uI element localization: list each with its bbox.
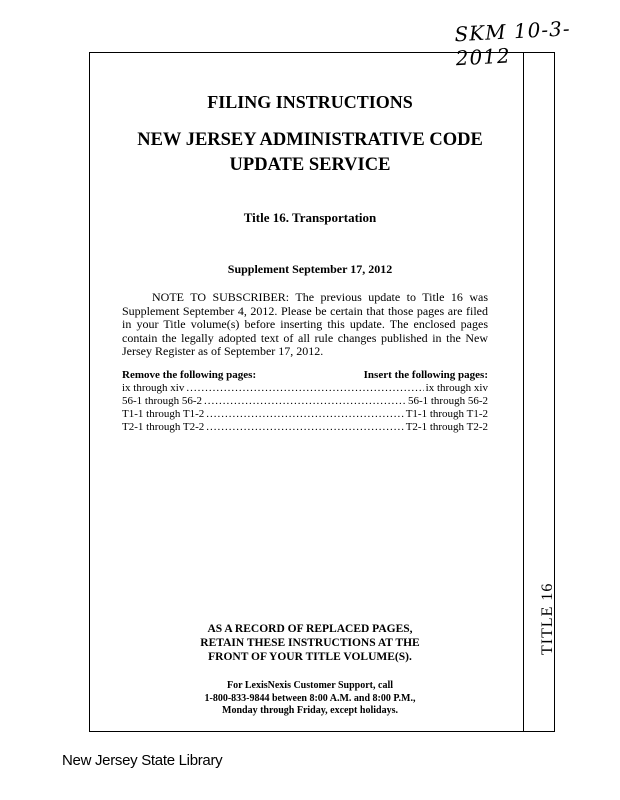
dot-leader — [206, 408, 403, 421]
code-title-line1: NEW JERSEY ADMINISTRATIVE CODE — [137, 130, 483, 150]
remove-pages: T1-1 through T1-2 — [122, 408, 205, 420]
customer-support-info — [110, 680, 510, 718]
table-header — [122, 369, 488, 382]
code-title — [100, 128, 520, 178]
support-line3: Monday through Friday, except holidays. — [222, 705, 398, 716]
table-row — [122, 382, 488, 395]
subscriber-note: NOTE TO SUBSCRIBER: The previous update to Title 16 was Supplement September 4, 2012. Please be certain that those pages are filed in your Title volume(s) before inserting this update. The enclosed pages contain the legally adopted text of all rule changes published in the New Jersey Register as of September 17, 2012. — [122, 290, 488, 358]
record-line3: FRONT OF YOUR TITLE VOLUME(S). — [208, 651, 412, 663]
code-title-line2: UPDATE SERVICE — [229, 155, 391, 175]
insert-header: Insert the following pages: — [363, 369, 488, 381]
remove-pages: 56-1 through 56-2 — [122, 395, 203, 407]
library-stamp: New Jersey State Library — [62, 752, 223, 769]
record-line1: AS A RECORD OF REPLACED PAGES, — [207, 623, 413, 635]
record-instructions — [110, 622, 510, 664]
insert-pages: T1-1 through T1-2 — [405, 408, 488, 420]
record-line2: RETAIN THESE INSTRUCTIONS AT THE — [200, 637, 420, 649]
support-line2: 1-800-833-9844 between 8:00 A.M. and 8:00 P.M., — [204, 692, 416, 704]
table-row — [122, 395, 488, 408]
dot-leader — [204, 395, 406, 408]
remove-pages: T2-1 through T2-2 — [122, 421, 205, 433]
page-heading: FILING INSTRUCTIONS — [207, 92, 413, 112]
dot-leader — [186, 382, 423, 395]
support-line1: For LexisNexis Customer Support, call — [226, 680, 393, 691]
handwritten-note: SKM 10-3-2012 — [453, 16, 572, 71]
table-row — [122, 408, 488, 421]
title-subject: Title 16. Transportation — [243, 210, 377, 225]
table-row — [122, 421, 488, 434]
supplement-date: Supplement September 17, 2012 — [227, 262, 393, 276]
remove-header: Remove the following pages: — [122, 369, 257, 381]
page-replacement-table — [122, 369, 488, 434]
insert-pages: ix through xiv — [425, 382, 488, 394]
insert-pages: 56-1 through 56-2 — [407, 395, 488, 407]
title-tab-label: TITLE 16 — [539, 582, 556, 655]
insert-pages: T2-1 through T2-2 — [405, 421, 488, 433]
tab-divider — [523, 52, 524, 732]
remove-pages: ix through xiv — [122, 382, 185, 394]
dot-leader — [206, 421, 403, 434]
